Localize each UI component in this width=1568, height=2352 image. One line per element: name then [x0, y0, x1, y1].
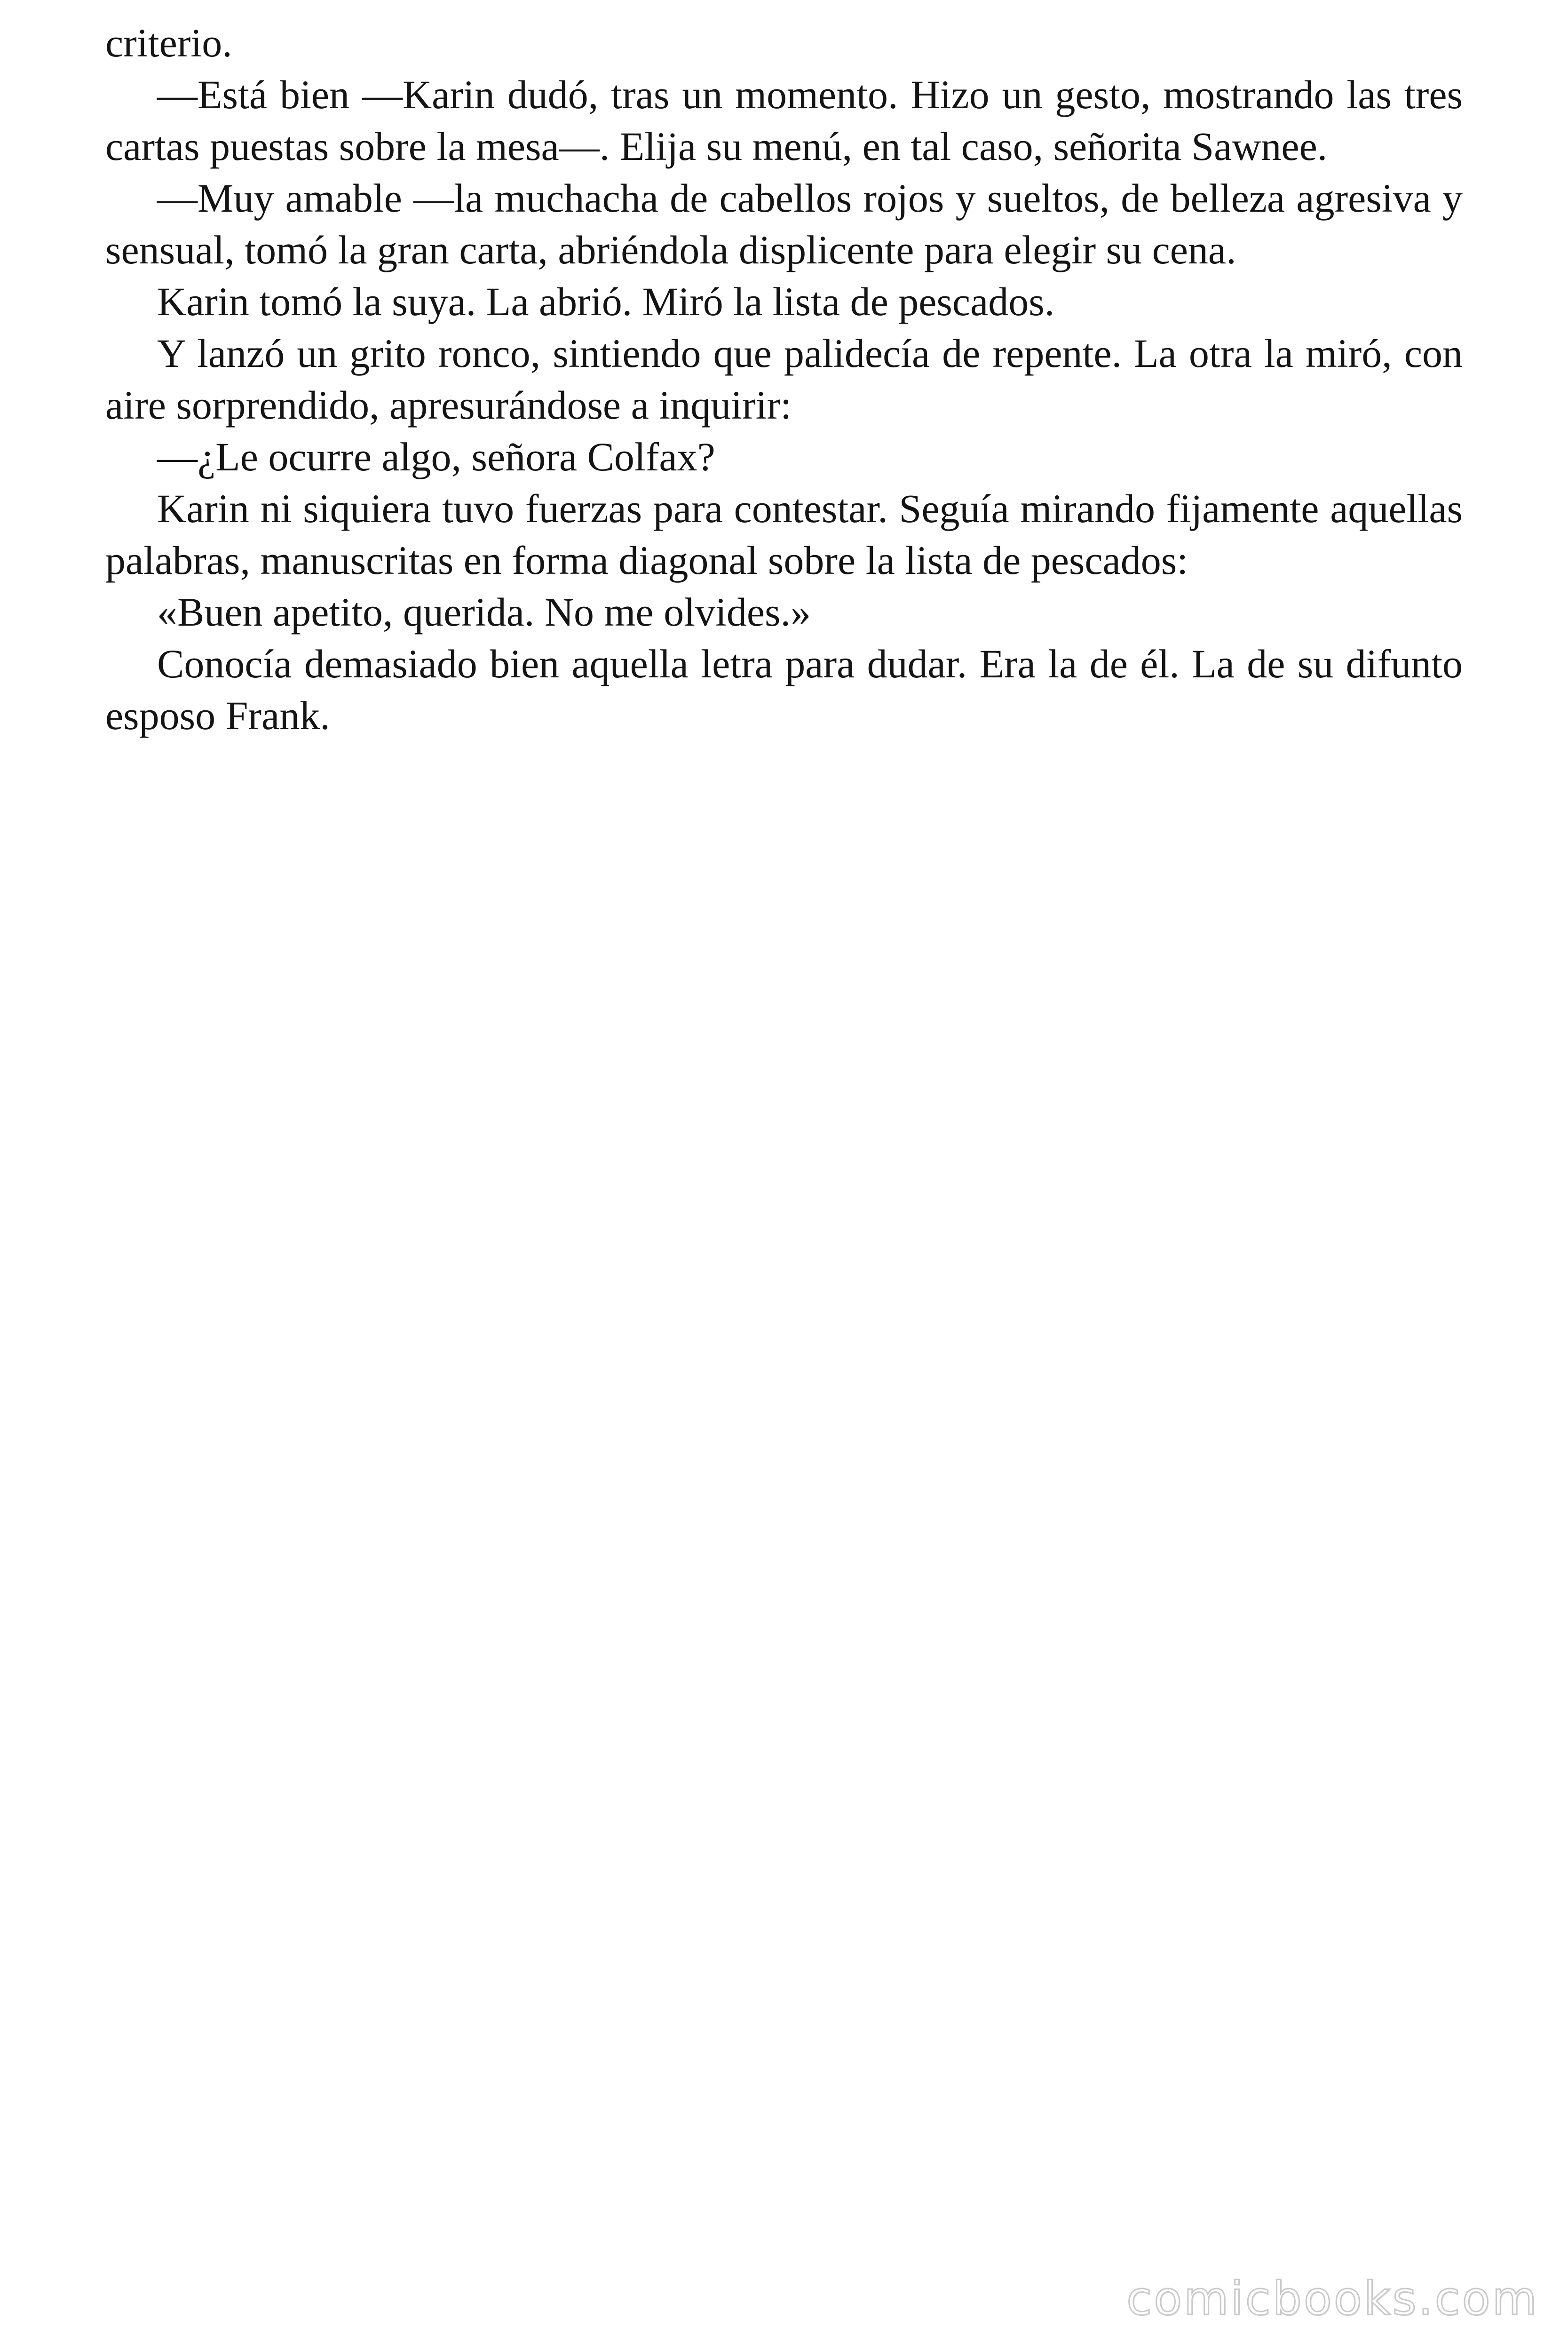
paragraph: Conocía demasiado bien aquella letra para dudar. Era la de él. La de su difunto esposo Frank. — [105, 641, 1463, 738]
paragraph: —Muy amable —la muchacha de cabellos rojos y sueltos, de belleza agresiva y sensual, tomó la gran carta, abriéndola displicente para elegir su cena. — [105, 175, 1463, 272]
watermark: comicbooks.com — [1126, 2272, 1539, 2326]
paragraph: —Está bien —Karin dudó, tras un momento. Hizo un gesto, mostrando las tres cartas puestas sobre la mesa—. Elija su menú, en tal caso, señorita Sawnee. — [105, 72, 1463, 169]
paragraph: —¿Le ocurre algo, señora Colfax? — [157, 434, 715, 479]
paragraph: Karin tomó la suya. La abrió. Miró la lista de pescados. — [157, 279, 1055, 324]
paragraph: Karin ni siquiera tuvo fuerzas para contestar. Seguía mirando fijamente aquellas palabras, manuscritas en forma diagonal sobre la lista de pescados: — [105, 486, 1463, 583]
paragraph: «Buen apetito, querida. No me olvides.» — [157, 589, 811, 635]
page-text — [105, 17, 1463, 741]
paragraph: Y lanzó un grito ronco, sintiendo que palidecía de repente. La otra la miró, con aire sorprendido, apresurándose a inquirir: — [105, 331, 1463, 428]
paragraph-continuation: criterio. — [105, 20, 232, 65]
